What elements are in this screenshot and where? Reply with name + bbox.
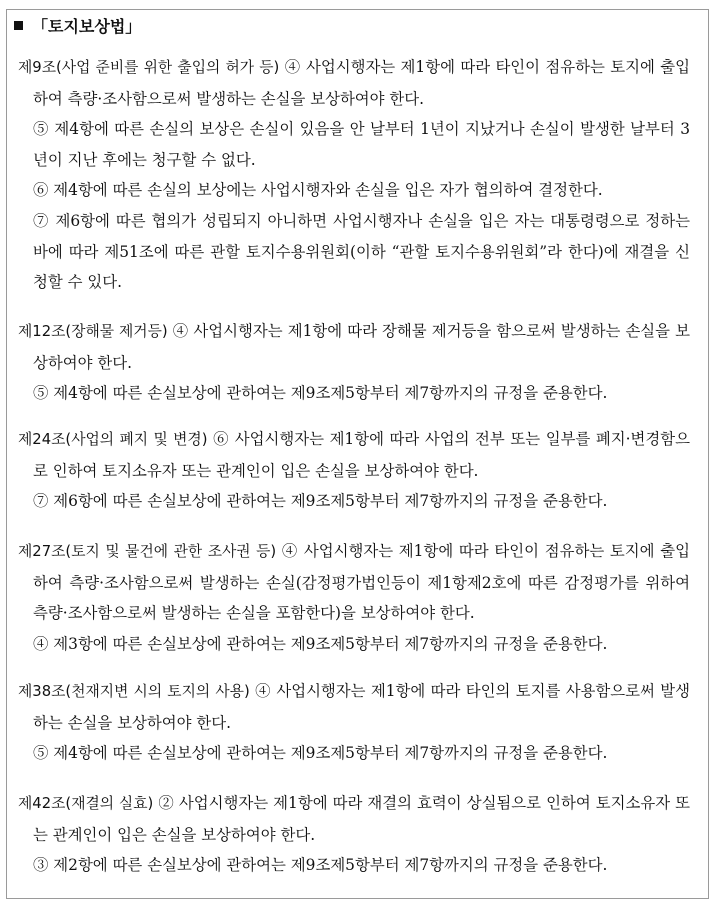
article-lead-text: ④ 사업시행자는 제1항에 따라 타인이 점유하는 토지에 출입하여 측량·조사함으로써 발생하는 손실을 보상하여야 한다. xyxy=(33,58,690,108)
article-title: 제27조(토지 및 물건에 관한 조사권 등) xyxy=(18,543,277,560)
article-lead-text: ④ 사업시행자는 제1항에 따라 타인의 토지를 사용함으로써 발생하는 손실을 보상하여야 한다. xyxy=(33,682,690,732)
article-item: ⑤ 제4항에 따른 손실의 보상은 손실이 있음을 안 날부터 1년이 지났거나 손실이 발생한 날부터 3년이 지난 후에는 청구할 수 없다. xyxy=(33,120,690,169)
square-bullet-icon xyxy=(14,21,23,30)
article-title: 제24조(사업의 폐지 및 변경) xyxy=(18,431,208,448)
article-item: ③ 제2항에 따른 손실보상에 관하여는 제9조제5항부터 제7항까지의 규정을 준용한다. xyxy=(33,856,608,875)
article-lead xyxy=(18,52,690,114)
article-lead xyxy=(18,316,690,378)
article-9 xyxy=(18,52,690,298)
article-lead-text: ④ 사업시행자는 제1항에 따라 장해물 제거등을 함으로써 발생하는 손실을 보상하여야 한다. xyxy=(33,322,691,372)
article-24 xyxy=(18,424,690,517)
article-27 xyxy=(18,536,690,659)
article-title: 제9조(사업 준비를 위한 출입의 허가 등) xyxy=(18,59,280,76)
section-heading xyxy=(14,14,141,37)
article-title: 제38조(천재지변 시의 토지의 사용) xyxy=(18,683,250,700)
article-item: ④ 제3항에 따른 손실보상에 관하여는 제9조제5항부터 제7항까지의 규정을 준용한다. xyxy=(33,634,608,653)
article-lead xyxy=(18,788,690,850)
article-42 xyxy=(18,788,690,881)
article-12 xyxy=(18,316,690,409)
article-lead xyxy=(18,536,690,629)
article-item: ⑤ 제4항에 따른 손실보상에 관하여는 제9조제5항부터 제7항까지의 규정을 준용한다. xyxy=(33,744,608,763)
article-lead-text: ② 사업시행자는 제1항에 따라 재결의 효력이 상실됨으로 인하여 토지소유자 또는 관계인이 입은 손실을 보상하여야 한다. xyxy=(33,794,690,844)
article-item: ⑦ 제6항에 따른 협의가 성립되지 아니하면 사업시행자나 손실을 입은 자는 대통령령으로 정하는 바에 따라 제51조에 따른 관할 토지수용위원회(이하 “관할 토지수용위원회”라 한다)에 재결을 신청할 수 있다. xyxy=(33,211,690,292)
article-item: ⑤ 제4항에 따른 손실보상에 관하여는 제9조제5항부터 제7항까지의 규정을 준용한다. xyxy=(33,384,608,403)
article-item: ⑥ 제4항에 따른 손실의 보상에는 사업시행자와 손실을 입은 자가 협의하여 결정한다. xyxy=(33,181,603,200)
article-lead xyxy=(18,424,690,486)
article-title: 제42조(재결의 실효) xyxy=(18,795,154,812)
article-lead-text: ④ 사업시행자는 제1항에 따라 타인이 점유하는 토지에 출입하여 측량·조사함으로써 발생하는 손실(감정평가법인등이 제1항제2호에 따른 감정평가를 위하여 측량·조사함으로써 발생하는 손실을 포함한다)을 보상하여야 한다. xyxy=(33,542,690,623)
article-title: 제12조(장해물 제거등) xyxy=(18,323,168,340)
article-38 xyxy=(18,676,690,769)
article-item: ⑦ 제6항에 따른 손실보상에 관하여는 제9조제5항부터 제7항까지의 규정을 준용한다. xyxy=(33,492,608,511)
article-lead-text: ⑥ 사업시행자는 제1항에 따라 사업의 전부 또는 일부를 폐지·변경함으로 인하여 토지소유자 또는 관계인이 입은 손실을 보상하여야 한다. xyxy=(33,430,690,480)
article-lead xyxy=(18,676,690,738)
heading-text: 「토지보상법」 xyxy=(32,17,142,36)
